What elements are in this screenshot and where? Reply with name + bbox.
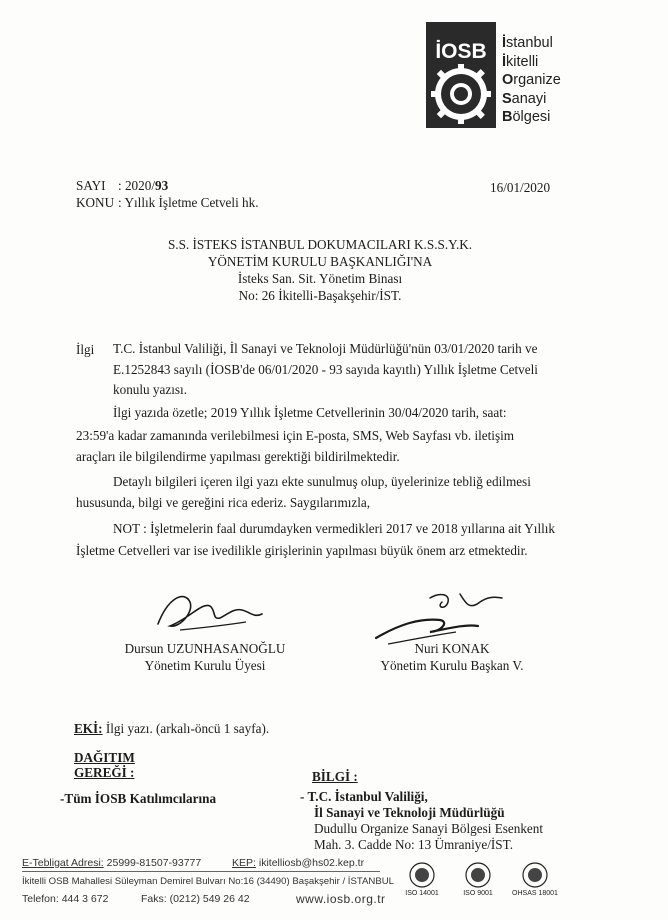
footer-phone: Telefon: 444 3 672 bbox=[22, 893, 109, 905]
note-paragraph bbox=[113, 519, 565, 540]
signatory-left-name: Dursun UZUNHASANOĞLU bbox=[124, 641, 286, 656]
cert-iso-9001: ISO 9001 bbox=[458, 862, 498, 897]
logo-word-5: Bölgesi bbox=[502, 109, 551, 125]
cert-iso-14001: ISO 14001 bbox=[402, 862, 442, 897]
cert-seal-icon bbox=[522, 862, 548, 888]
ilgi-line-1: T.C. İstanbul Valiliği, İl Sanayi ve Teknoloji Müdürlüğü'nün 03/01/2020 tarih ve bbox=[113, 341, 538, 356]
e-tebligat-row bbox=[22, 857, 201, 869]
ek-label: EKİ: bbox=[74, 721, 103, 736]
ilgi-text bbox=[113, 339, 563, 401]
dagitim-title: DAĞITIM bbox=[74, 750, 135, 765]
p1-line-3: araçları ile bilgilendirme yapılması gerektiği bildirilmektedir. bbox=[76, 448, 400, 464]
sayi-value: : 2020/ bbox=[118, 178, 155, 193]
ilgi-label: İlgi bbox=[76, 342, 95, 357]
logo-word-2: İkitelli bbox=[502, 53, 539, 70]
footer-divider bbox=[22, 871, 380, 872]
logo-word-1: İstanbul bbox=[502, 35, 553, 51]
recipient-line-3: İsteks San. Sit. Yönetim Binası bbox=[237, 271, 403, 286]
recipient-block bbox=[100, 236, 540, 304]
p2-line-1: Detaylı bilgileri içeren ilgi yazı ekte sunulmuş olup, üyelerinize tebliğ edilmesi bbox=[113, 474, 531, 489]
logo-word-3: Organize bbox=[502, 72, 561, 88]
bilgi-line-1: - T.C. İstanbul Valiliği, bbox=[300, 789, 428, 804]
note-line-1: NOT : İşletmelerin faal durumdayken vermedikleri 2017 ve 2018 yıllarına ait Yıllık bbox=[113, 521, 556, 536]
signatory-left-title: Yönetim Kurulu Üyesi bbox=[144, 658, 266, 673]
cert-seal-icon bbox=[465, 862, 491, 888]
logo-mark-text: İOSB bbox=[435, 40, 487, 63]
gereği-title: GEREĞİ : bbox=[74, 765, 135, 780]
konu-row bbox=[76, 193, 259, 212]
p1-line-2: 23:59'a kadar zamanında verilebilmesi için E-posta, SMS, Web Sayfası vb. iletişim bbox=[76, 428, 515, 443]
ilgi-line-3: konulu yazısı. bbox=[113, 382, 187, 397]
cert-seal-icon bbox=[409, 862, 435, 888]
note-line-2: İşletme Cetvelleri var ise ivedilikle girişlerinin yapılması büyük önem arz etmektedir. bbox=[76, 543, 528, 558]
signature-left-icon bbox=[150, 588, 270, 638]
document-date: 16/01/2020 bbox=[490, 180, 551, 195]
signature-right-block bbox=[352, 640, 552, 674]
recipient-line-1: S.S. İSTEKS İSTANBUL DOKUMACILARI K.S.S.Y.K. bbox=[167, 237, 473, 252]
body-paragraph-2 bbox=[113, 472, 565, 493]
iosb-gear-logo-icon bbox=[424, 20, 498, 130]
cert-ohsas-18001: OHSAS 18001 bbox=[512, 862, 558, 897]
recipient-line-4: No: 26 İkitelli-Başakşehir/İST. bbox=[238, 288, 402, 303]
bilgi-line-3: Dudullu Organize Sanayi Bölgesi Esenkent bbox=[314, 821, 544, 836]
bilgi-block bbox=[300, 789, 543, 853]
konu-label: KONU bbox=[76, 195, 115, 210]
bilgi-title: BİLGİ : bbox=[312, 769, 358, 784]
ek-row bbox=[74, 719, 269, 738]
body-paragraph-1-cont bbox=[76, 426, 565, 467]
ek-text: İlgi yazı. (arkalı-öncü 1 sayfa). bbox=[102, 721, 270, 736]
iosb-logo bbox=[424, 20, 566, 130]
konu-value: : Yıllık İşletme Cetveli hk. bbox=[118, 195, 259, 210]
sayi-label: SAYI bbox=[76, 178, 106, 193]
dagitim-block bbox=[74, 750, 135, 780]
sayi-number: 93 bbox=[155, 178, 169, 193]
recipient-line-2: YÖNETİM KURULU BAŞKANLIĞI'NA bbox=[207, 254, 433, 269]
footer-fax: Faks: (0212) 549 26 42 bbox=[141, 893, 250, 905]
footer-address: İkitelli OSB Mahallesi Süleyman Demirel Bulvarı No:16 (34490) Başakşehir / İSTANBUL bbox=[22, 876, 394, 887]
signatory-right-title: Yönetim Kurulu Başkan V. bbox=[380, 658, 524, 673]
signature-left-block bbox=[105, 640, 305, 674]
kep-label: KEP: bbox=[232, 857, 256, 869]
dagitim-item: -Tüm İOSB Katılımcılarına bbox=[60, 791, 217, 806]
footer-website[interactable]: www.iosb.org.tr bbox=[296, 892, 386, 906]
note-paragraph-cont bbox=[76, 541, 565, 562]
p1-line-1: İlgi yazıda özetle; 2019 Yıllık İşletme Cetvellerinin 30/04/2020 tarih, saat: bbox=[113, 405, 507, 420]
signatory-right-name: Nuri KONAK bbox=[414, 641, 490, 656]
e-tebligat-value: 25999-81507-93777 bbox=[103, 857, 202, 869]
kep-row bbox=[232, 857, 364, 869]
p2-line-2: hususunda, bilgi ve gereğini rica ederiz. Saygılarımızla, bbox=[76, 495, 371, 510]
e-tebligat-label: E-Tebligat Adresi: bbox=[22, 857, 104, 869]
kep-value[interactable]: ikitelliosb@hs02.kep.tr bbox=[255, 857, 365, 869]
body-paragraph-2-cont bbox=[76, 493, 565, 514]
logo-word-4: Sanayi bbox=[502, 90, 547, 107]
body-paragraph-1 bbox=[113, 403, 565, 424]
logo-wordmark bbox=[502, 34, 561, 127]
bilgi-line-4: Mah. 3. Cadde No: 13 Ümraniye/İST. bbox=[314, 837, 513, 852]
ilgi-line-2: E.1252843 sayılı (İOSB'de 06/01/2020 - 93 sayıda kayıtlı) Yıllık İşletme Cetveli bbox=[113, 361, 538, 377]
bilgi-line-2: İl Sanayi ve Teknoloji Müdürlüğü bbox=[314, 805, 505, 820]
